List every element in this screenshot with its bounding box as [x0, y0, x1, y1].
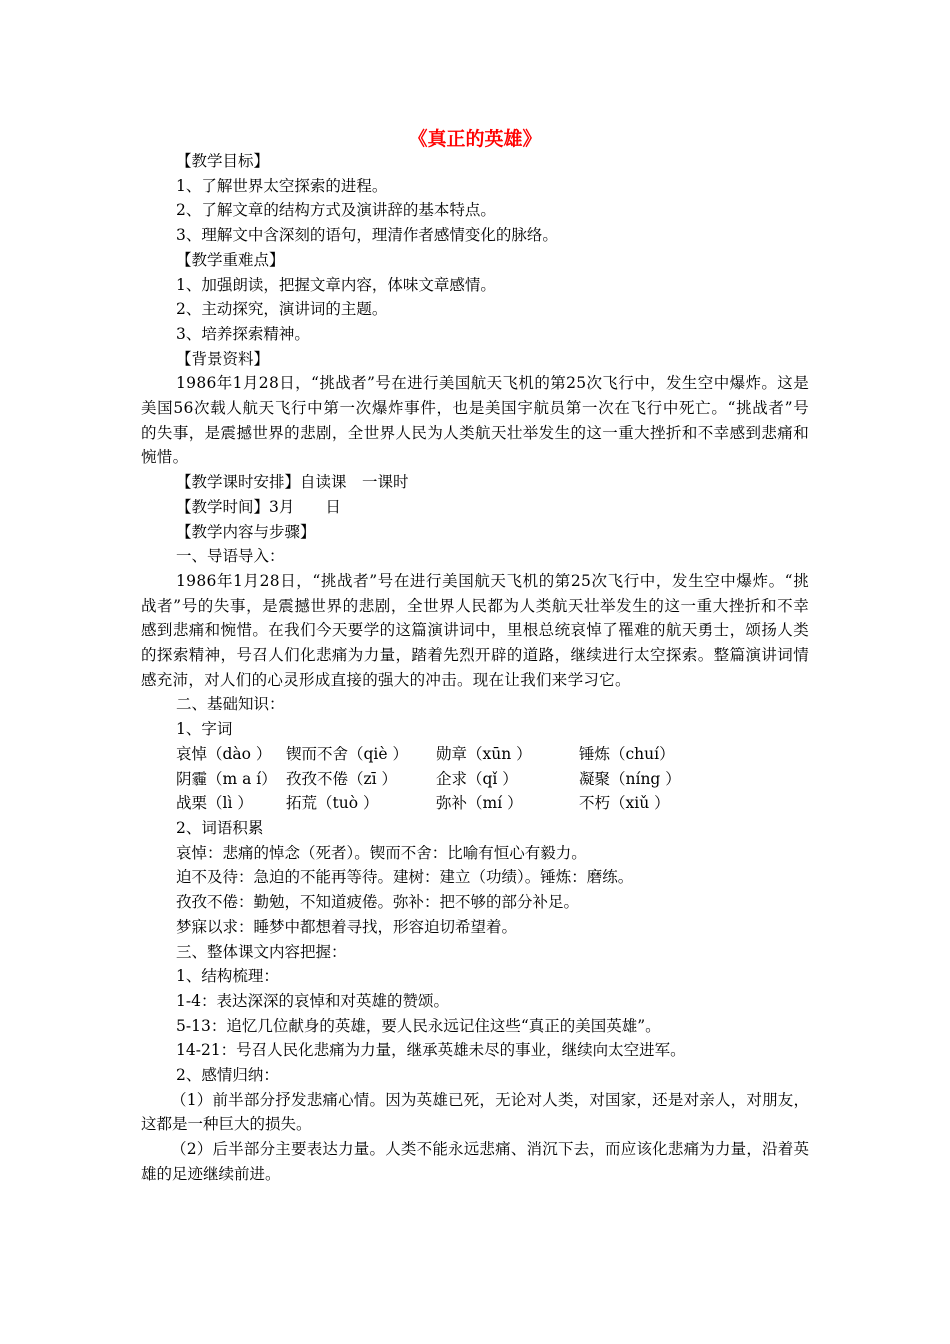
vocab-item: 哀悼（dào ）: [176, 744, 272, 763]
word-definition: 孜孜不倦：勤勉，不知道疲倦。弥补：把不够的部分补足。: [176, 893, 580, 912]
key-point-1: 1、加强朗读，把握文章内容，体味文章感情。: [176, 275, 496, 294]
section-overall: 三、整体课文内容把握：: [176, 942, 347, 961]
background-paragraph: 1986年1月28日，“挑战者”号在进行美国航天飞机的第25次飞行中，发生空中爆炸。这是美国56次载人航天飞行中第一次爆炸事件，也是美国宇航员第一次在飞行中死亡。“挑战者”号的失事，是震撼世界的悲剧，全世界人民为人类航天壮举发生的这一重大挫折和不幸感到悲痛和惋惜。: [141, 374, 809, 467]
goal-1: 1、了解世界太空探索的进程。: [176, 176, 388, 195]
structure-item: 1-4：表达深深的哀悼和对英雄的赞颂。: [176, 991, 449, 1010]
vocab-item: 勋章（xūn ）: [436, 744, 532, 763]
vocab-item: 不朽（xiǔ ）: [579, 794, 670, 813]
section-basics: 二、基础知识：: [176, 695, 285, 714]
vocab-item: 锲而不舍（qiè ）: [286, 744, 408, 763]
goal-2: 2、了解文章的结构方式及演讲辞的基本特点。: [176, 201, 496, 220]
structure-item: 5-13：追忆几位献身的英雄，要人民永远记住这些“真正的美国英雄”。: [176, 1016, 661, 1035]
vocab-item: 凝聚（níng ）: [579, 769, 681, 788]
vocab-item: 锤炼（chuí）: [579, 744, 675, 763]
vocab-item: 拓荒（tuò ）: [286, 794, 379, 813]
key-point-3: 3、培养探索精神。: [176, 324, 310, 343]
emotion-item-2: （2）后半部分主要表达力量。人类不能永远悲痛、消沉下去，而应该化悲痛为力量，沿着英雄的足迹继续前进。: [141, 1140, 809, 1183]
heading-steps: 【教学内容与步骤】: [176, 522, 316, 541]
word-definition: 哀悼：悲痛的悼念（死者）。锲而不舍：比喻有恒心有毅力。: [176, 843, 587, 862]
subsection-word-accumulation: 2、词语积累: [176, 818, 264, 837]
vocab-item: 企求（qǐ ）: [436, 769, 518, 788]
key-point-2: 2、主动探究，演讲词的主题。: [176, 300, 388, 319]
vocab-row: [141, 791, 809, 816]
heading-teaching-goals: 【教学目标】: [176, 152, 270, 170]
emotion-item-1: （1）前半部分抒发悲痛心情。因为英雄已死，无论对人类，对国家，还是对亲人，对朋友，这都是一种巨大的损失。: [141, 1090, 809, 1134]
subsection-structure: 1、结构梳理：: [176, 967, 279, 986]
subsection-characters: 1、字词: [176, 720, 233, 739]
lesson-schedule: 【教学课时安排】自读课 一课时: [176, 473, 409, 492]
vocab-row: [141, 742, 809, 767]
heading-key-points: 【教学重难点】: [176, 250, 285, 269]
document-title: 《真正的英雄》: [408, 128, 542, 150]
subsection-emotion: 2、感情归纳：: [176, 1066, 279, 1085]
vocab-item: 弥补（mí ）: [436, 794, 523, 813]
vocab-item: 孜孜不倦（zī ）: [286, 769, 398, 788]
section-intro: 一、导语导入：: [176, 547, 285, 566]
vocab-row: [141, 767, 809, 792]
document-body: [141, 149, 809, 1187]
word-definition: 迫不及待：急迫的不能再等待。建树：建立（功绩）。锤炼：磨练。: [176, 868, 634, 887]
heading-background: 【背景资料】: [176, 349, 270, 368]
vocab-item: 战栗（lì ）: [176, 794, 253, 813]
vocab-item: 阴霾（m a í）: [176, 769, 277, 788]
goal-3: 3、理解文中含深刻的语句，理清作者感情变化的脉络。: [176, 226, 558, 245]
word-definition: 梦寐以求：睡梦中都想着寻找，形容迫切希望着。: [176, 917, 518, 936]
vocab-table: [141, 742, 809, 816]
structure-item: 14-21：号召人民化悲痛为力量，继承英雄未尽的事业，继续向太空进军。: [176, 1041, 686, 1060]
intro-paragraph: 1986年1月28日，“挑战者”号在进行美国航天飞机的第25次飞行中，发生空中爆炸。“挑战者”号的失事，是震撼世界的悲剧，全世界人民都为人类航天壮举发生的这一重大挫折和不幸感到悲痛和惋惜。在我们今天要学的这篇演讲词中，里根总统哀悼了罹难的航天勇士，颂扬人类的探索精神，号召人们化悲痛为力量，踏着先烈开辟的道路，继续进行太空探索。整篇演讲词情感充沛，对人们的心灵形成直接的强大的冲击。现在让我们来学习它。: [141, 571, 809, 689]
lesson-time: 【教学时间】3月 日: [176, 497, 341, 516]
